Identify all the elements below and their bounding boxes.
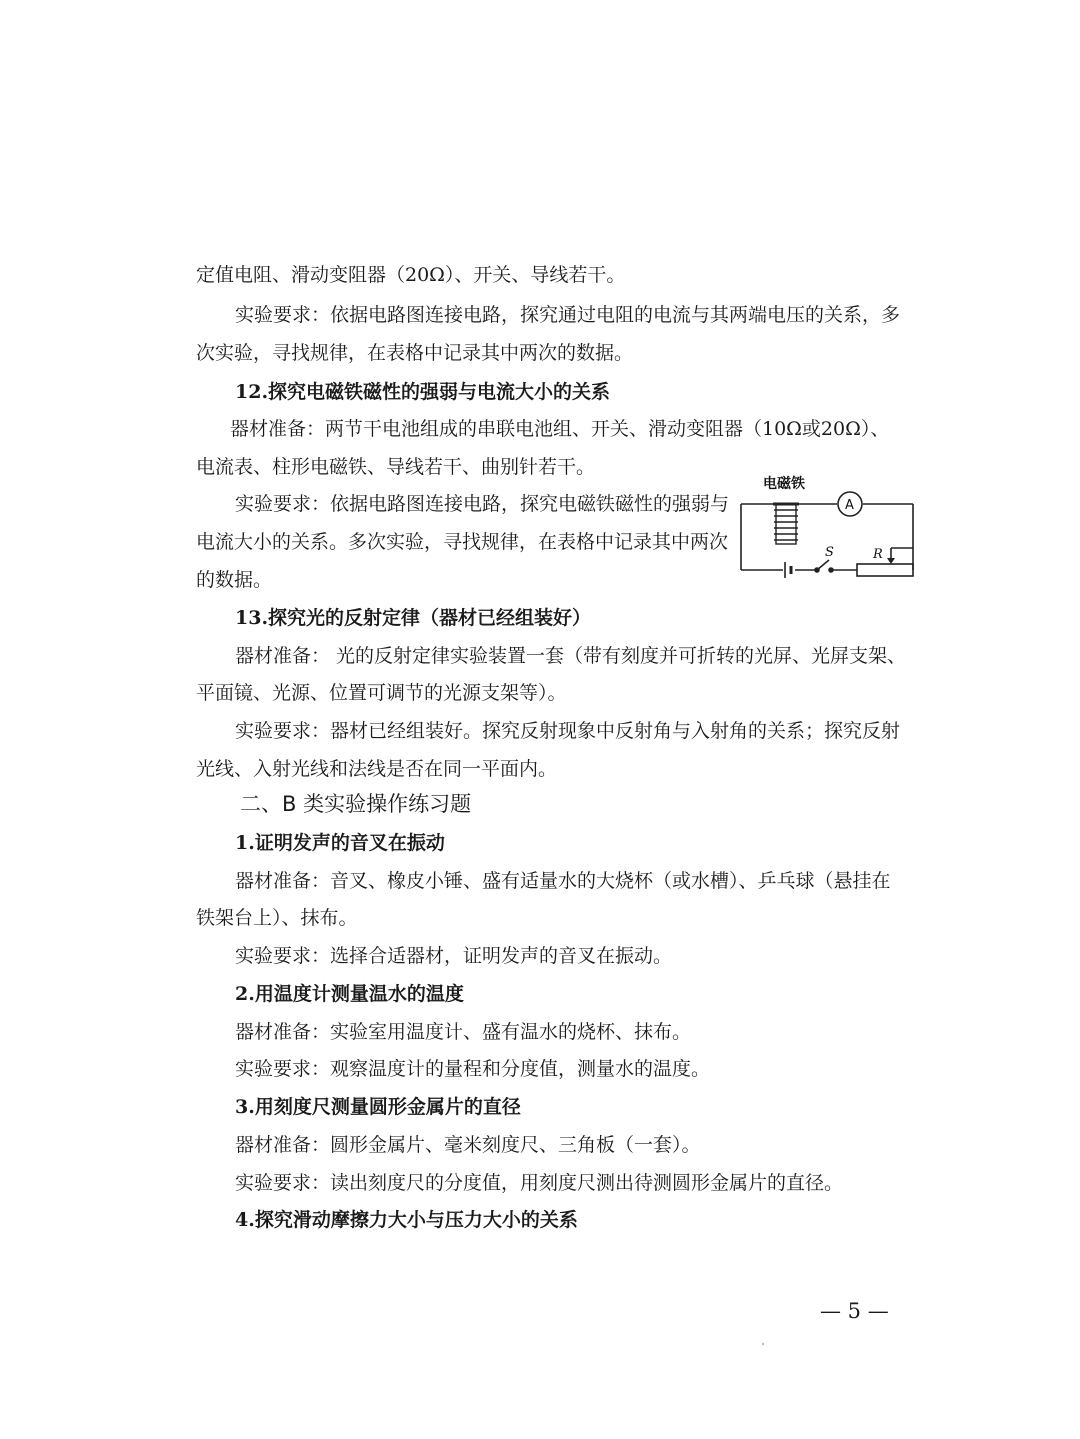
- electromagnet-circuit-diagram: [733, 470, 923, 582]
- rheostat-label: R: [873, 547, 883, 562]
- text-line: 器材准备：圆形金属片、毫米刻度尺、三角板（一套）。: [235, 1134, 701, 1156]
- text-line: 实验要求：器材已经组装好。探究反射现象中反射角与入射角的关系；探究反射: [235, 720, 901, 742]
- subheading-13: 13.探究光的反射定律（器材已经组装好）: [235, 607, 592, 629]
- text-line: 次实验，寻找规律，在表格中记录其中两次的数据。: [196, 342, 634, 364]
- section-heading: 二、B 类实验操作练习题: [240, 792, 472, 816]
- scan-dot: [762, 1343, 764, 1345]
- text-line: 电流表、柱形电磁铁、导线若干、曲别针若干。: [196, 456, 596, 478]
- text-line: 光线、入射光线和法线是否在同一平面内。: [196, 758, 558, 780]
- subheading-1: 1.证明发声的音叉在振动: [235, 832, 445, 854]
- text-line: 铁架台上）、抹布。: [196, 907, 358, 929]
- text-line: 电流大小的关系。多次实验，寻找规律，在表格中记录其中两次: [196, 531, 729, 553]
- switch-label: S: [825, 545, 834, 560]
- page-number: — 5 —: [820, 1299, 889, 1323]
- text-line: 实验要求：依据电路图连接电路，探究电磁铁磁性的强弱与: [235, 493, 730, 515]
- subheading-4: 4.探究滑动摩擦力大小与压力大小的关系: [235, 1209, 578, 1231]
- text-line: 器材准备：音叉、橡皮小锤、盛有适量水的大烧杯（或水槽）、乒乓球（悬挂在: [235, 870, 891, 892]
- text-line: 实验要求：选择合适器材，证明发声的音叉在振动。: [235, 945, 673, 967]
- text-line: 的数据。: [196, 569, 273, 591]
- subheading-12: 12.探究电磁铁磁性的强弱与电流大小的关系: [235, 381, 611, 403]
- subheading-3: 3.用刻度尺测量圆形金属片的直径: [235, 1096, 521, 1118]
- text-line: 器材准备：两节干电池组成的串联电池组、开关、滑动变阻器（10Ω或20Ω）、: [230, 418, 890, 440]
- text-line: 实验要求：观察温度计的量程和分度值，测量水的温度。: [235, 1058, 711, 1080]
- text-line: 实验要求：读出刻度尺的分度值，用刻度尺测出待测圆形金属片的直径。: [235, 1172, 844, 1194]
- text-line: 器材准备：实验室用温度计、盛有温水的烧杯、抹布。: [235, 1021, 692, 1043]
- electromagnet-label: 电磁铁: [763, 476, 805, 492]
- text-line: 器材准备： 光的反射定律实验装置一套（带有刻度并可折转的光屏、光屏支架、: [235, 645, 907, 667]
- text-line: 平面镜、光源、位置可调节的光源支架等）。: [196, 682, 567, 704]
- rheostat-slider-arrow: [887, 558, 895, 564]
- text-line: 实验要求：依据电路图连接电路，探究通过电阻的电流与其两端电压的关系，多: [235, 304, 901, 326]
- text-line: 定值电阻、滑动变阻器（20Ω）、开关、导线若干。: [196, 264, 626, 286]
- ammeter-symbol: A: [845, 498, 854, 513]
- subheading-2: 2.用温度计测量温水的温度: [235, 983, 464, 1005]
